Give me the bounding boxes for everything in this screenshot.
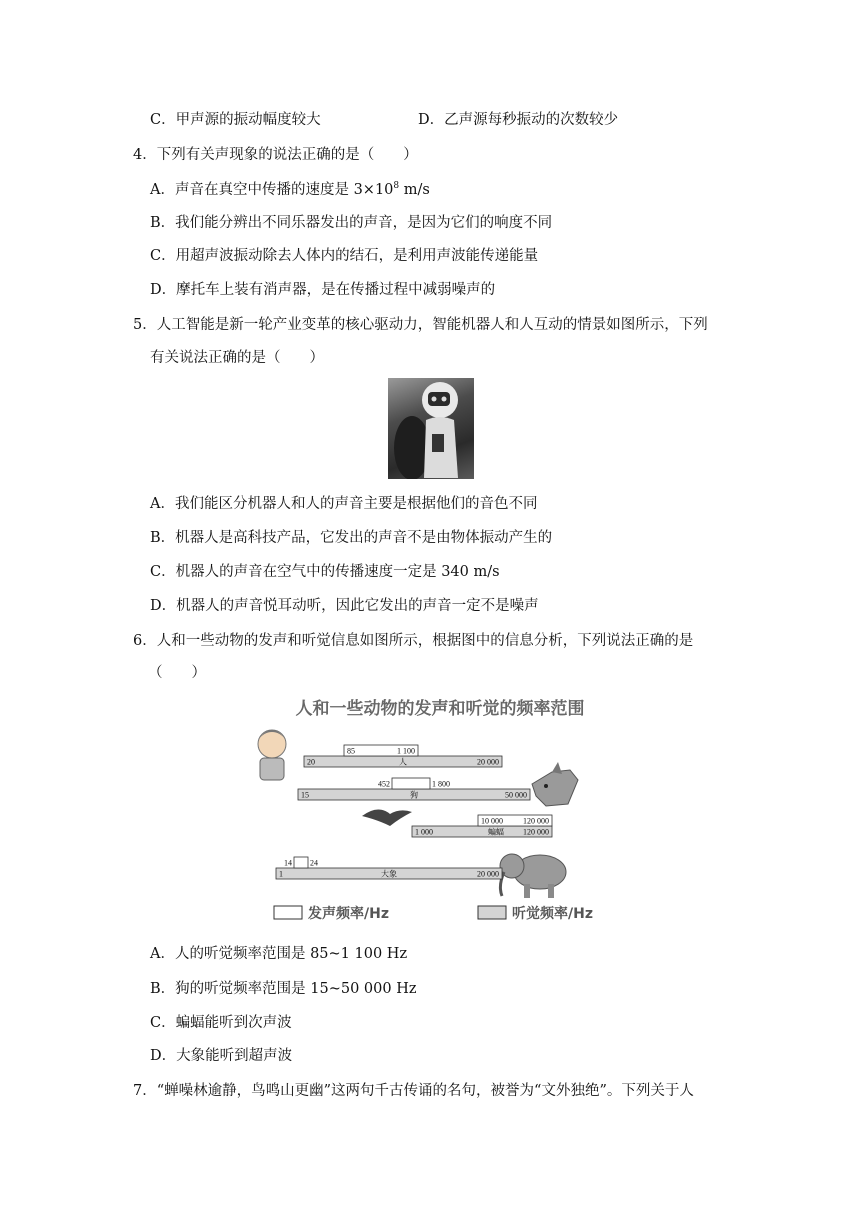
q6-option-a: A．人的听觉频率范围是 85~1 100 Hz <box>150 946 408 962</box>
dog-sound-max-label: 1 800 <box>432 779 450 789</box>
q5-option-d: D．机器人的声音悦耳动听，因此它发出的声音一定不是噪声 <box>150 598 539 614</box>
bat-sound-min-label: 10 000 <box>481 816 503 826</box>
q4-stem: 4．下列有关声现象的说法正确的是（ ） <box>133 147 418 163</box>
elephant-sound-bar <box>294 857 308 868</box>
q5-stem-line2: 有关说法正确的是（ ） <box>150 350 324 366</box>
elephant-hearing-max-label: 20 000 <box>477 869 499 879</box>
girl-figure <box>258 730 286 780</box>
q4-option-a-unit: m/s <box>399 182 430 198</box>
bat-hearing-min-label: 1 000 <box>415 827 433 837</box>
elephant-sound-min-label: 14 <box>284 858 292 868</box>
human-name-label: 人 <box>399 757 407 767</box>
wolf-figure <box>532 762 578 806</box>
bat-hearing-max-label: 120 000 <box>523 827 549 837</box>
human-hearing-max-label: 20 000 <box>477 757 499 767</box>
q4-option-b: B．我们能分辨出不同乐器发出的声音，是因为它们的响度不同 <box>150 215 553 231</box>
bat-name-label: 蝙蝠 <box>488 827 504 837</box>
elephant-hearing-min-label: 1 <box>279 869 283 879</box>
dog-sound-bar <box>392 778 430 789</box>
chart-svg <box>240 692 640 932</box>
q7-stem: 7．“蝉噪林逾静，鸟鸣山更幽”这两句千古传诵的名句，被誉为“文外独绝”。下列关于人 <box>133 1083 694 1099</box>
elephant-figure <box>500 854 566 898</box>
legend-sound-swatch <box>274 906 302 919</box>
q4-option-a-text: A．声音在真空中传播的速度是 3×10 <box>150 182 394 198</box>
chart-title: 人和一些动物的发声和听觉的频率范围 <box>295 699 585 719</box>
human-sound-min-label: 85 <box>347 746 355 756</box>
dog-hearing-max-label: 50 000 <box>505 790 527 800</box>
dog-hearing-min-label: 15 <box>301 790 309 800</box>
q4-option-d: D．摩托车上装有消声器，是在传播过程中减弱噪声的 <box>150 282 496 298</box>
elephant-sound-max-label: 24 <box>310 858 318 868</box>
robot-photo <box>388 378 474 479</box>
legend-sound-label: 发声频率/Hz <box>308 906 389 922</box>
human-hearing-min-label: 20 <box>307 757 315 767</box>
q5-option-c: C．机器人的声音在空气中的传播速度一定是 340 m/s <box>150 564 500 580</box>
q4-option-a-exponent: 8 <box>393 181 400 192</box>
q6-option-d: D．大象能听到超声波 <box>150 1048 293 1064</box>
q4-option-c: C．用超声波振动除去人体内的结石，是利用声波能传递能量 <box>150 248 539 264</box>
q6-option-b: B．狗的听觉频率范围是 15~50 000 Hz <box>150 981 417 997</box>
dog-sound-min-label: 452 <box>378 779 390 789</box>
q3-option-d: D．乙声源每秒振动的次数较少 <box>418 112 619 128</box>
bat-sound-max-label: 120 000 <box>523 816 549 826</box>
human-sound-max-label: 1 100 <box>397 746 415 756</box>
q6-stem-line1: 6．人和一些动物的发声和听觉信息如图所示，根据图中的信息分析，下列说法正确的是 <box>133 633 694 649</box>
legend-hearing-swatch <box>478 906 506 919</box>
elephant-name-label: 大象 <box>381 869 397 879</box>
q5-stem-line1: 5．人工智能是新一轮产业变革的核心驱动力，智能机器人和人互动的情景如图所示，下列 <box>133 317 708 333</box>
q6-option-c: C．蝙蝠能听到次声波 <box>150 1015 292 1031</box>
legend-hearing-label: 听觉频率/Hz <box>512 906 593 922</box>
q6-stem-line2: （ ） <box>148 665 206 681</box>
q3-option-c: C．甲声源的振动幅度较大 <box>150 112 321 128</box>
q5-option-b: B．机器人是高科技产品，它发出的声音不是由物体振动产生的 <box>150 530 553 546</box>
robot-illustration <box>388 378 474 479</box>
q5-option-a: A．我们能区分机器人和人的声音主要是根据他们的音色不同 <box>150 496 538 512</box>
bat-figure <box>362 809 412 826</box>
q4-option-a <box>150 180 430 200</box>
dog-name-label: 狗 <box>410 790 418 800</box>
frequency-range-chart <box>240 692 640 932</box>
